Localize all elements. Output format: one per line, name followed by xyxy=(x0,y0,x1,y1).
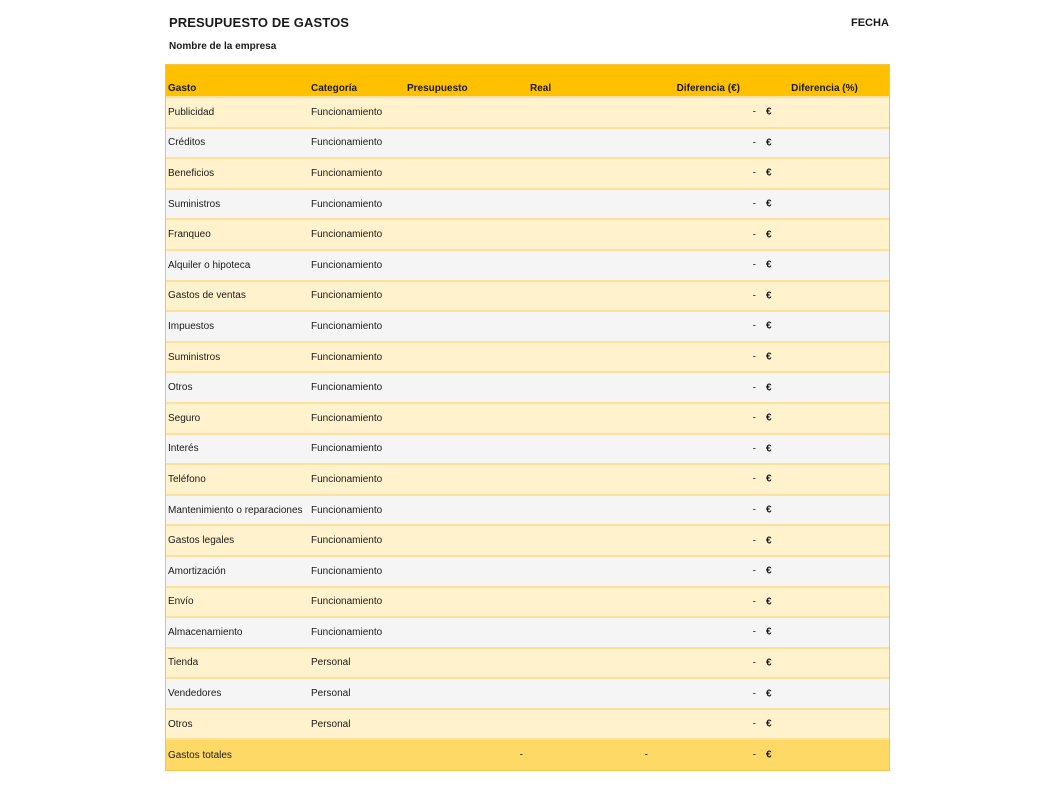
difference-dash: - xyxy=(752,137,756,149)
actual-cell[interactable] xyxy=(527,281,652,312)
category-cell[interactable]: Funcionamiento xyxy=(308,281,407,312)
difference-currency-symbol: € xyxy=(766,137,772,149)
actual-cell[interactable] xyxy=(527,709,652,740)
difference-currency-symbol: € xyxy=(766,718,772,730)
difference-currency-symbol: € xyxy=(766,290,772,302)
budget-cell[interactable] xyxy=(407,97,527,128)
difference-dash: - xyxy=(752,626,756,638)
total-row xyxy=(165,739,889,771)
table-row xyxy=(165,709,889,740)
actual-cell[interactable] xyxy=(527,556,652,587)
difference-pct-cell[interactable] xyxy=(760,403,889,434)
difference-eur-cell[interactable] xyxy=(652,434,760,465)
budget-cell[interactable] xyxy=(407,311,527,342)
difference-dash: - xyxy=(752,320,756,332)
difference-eur-cell[interactable] xyxy=(652,709,760,740)
difference-dash: - xyxy=(752,688,756,700)
expense-name-cell[interactable]: Seguro xyxy=(165,403,308,434)
difference-dash: - xyxy=(752,229,756,241)
difference-dash: - xyxy=(752,718,756,730)
difference-eur-cell[interactable] xyxy=(652,311,760,342)
expense-name-cell[interactable]: Tienda xyxy=(165,648,308,679)
difference-currency-symbol: € xyxy=(766,382,772,394)
expense-name-cell[interactable]: Gastos legales xyxy=(165,525,308,556)
total-budget-dash: - xyxy=(519,749,523,761)
total-difference-pct-cell[interactable] xyxy=(760,739,889,771)
difference-pct-cell[interactable] xyxy=(760,434,889,465)
expense-name-cell[interactable]: Envío xyxy=(165,587,308,618)
category-cell[interactable]: Personal xyxy=(308,648,407,679)
difference-pct-cell[interactable] xyxy=(760,709,889,740)
difference-currency-symbol: € xyxy=(766,596,772,608)
budget-cell[interactable] xyxy=(407,556,527,587)
difference-eur-cell[interactable] xyxy=(652,250,760,281)
difference-pct-cell[interactable] xyxy=(760,97,889,128)
expense-name-cell[interactable]: Otros xyxy=(165,709,308,740)
difference-currency-symbol: € xyxy=(766,443,772,455)
actual-cell[interactable] xyxy=(527,678,652,709)
difference-currency-symbol: € xyxy=(766,198,772,210)
actual-cell[interactable] xyxy=(527,128,652,159)
difference-eur-cell[interactable] xyxy=(652,97,760,128)
table-row xyxy=(165,556,889,587)
actual-cell[interactable] xyxy=(527,648,652,679)
budget-cell[interactable] xyxy=(407,128,527,159)
difference-dash: - xyxy=(752,473,756,485)
difference-currency-symbol: € xyxy=(766,626,772,638)
difference-pct-cell[interactable] xyxy=(760,556,889,587)
actual-cell[interactable] xyxy=(527,189,652,220)
difference-pct-cell[interactable] xyxy=(760,495,889,526)
budget-cell[interactable] xyxy=(407,709,527,740)
table-row xyxy=(165,372,889,403)
difference-currency-symbol: € xyxy=(766,473,772,485)
category-cell[interactable]: Funcionamiento xyxy=(308,403,407,434)
difference-eur-cell[interactable] xyxy=(652,281,760,312)
category-cell[interactable]: Funcionamiento xyxy=(308,311,407,342)
difference-dash: - xyxy=(752,167,756,179)
actual-cell[interactable] xyxy=(527,464,652,495)
difference-pct-cell[interactable] xyxy=(760,342,889,373)
budget-cell[interactable] xyxy=(407,158,527,189)
category-cell[interactable]: Funcionamiento xyxy=(308,97,407,128)
expense-name-cell[interactable]: Amortización xyxy=(165,556,308,587)
difference-dash: - xyxy=(752,412,756,424)
actual-cell[interactable] xyxy=(527,434,652,465)
difference-eur-cell[interactable] xyxy=(652,525,760,556)
difference-eur-cell[interactable] xyxy=(652,678,760,709)
difference-currency-symbol: € xyxy=(766,504,772,516)
difference-currency-symbol: € xyxy=(766,351,772,363)
actual-cell[interactable] xyxy=(527,342,652,373)
difference-eur-cell[interactable] xyxy=(652,464,760,495)
category-cell[interactable]: Funcionamiento xyxy=(308,372,407,403)
difference-dash: - xyxy=(752,657,756,669)
difference-pct-cell[interactable] xyxy=(760,464,889,495)
budget-cell[interactable] xyxy=(407,525,527,556)
budget-cell[interactable] xyxy=(407,434,527,465)
difference-dash: - xyxy=(752,290,756,302)
category-cell[interactable]: Personal xyxy=(308,709,407,740)
table-row xyxy=(165,495,889,526)
budget-cell[interactable] xyxy=(407,219,527,250)
difference-pct-cell[interactable] xyxy=(760,250,889,281)
difference-pct-cell[interactable] xyxy=(760,678,889,709)
table-row xyxy=(165,342,889,373)
category-cell[interactable]: Funcionamiento xyxy=(308,189,407,220)
table-row xyxy=(165,525,889,556)
expense-name-cell[interactable]: Gastos de ventas xyxy=(165,281,308,312)
category-cell[interactable]: Funcionamiento xyxy=(308,158,407,189)
category-cell[interactable]: Funcionamiento xyxy=(308,434,407,465)
table-row xyxy=(165,648,889,679)
category-cell[interactable]: Funcionamiento xyxy=(308,495,407,526)
actual-cell[interactable] xyxy=(527,158,652,189)
budget-cell[interactable] xyxy=(407,617,527,648)
date-label: FECHA xyxy=(851,17,889,29)
table-header-row xyxy=(165,64,889,97)
category-cell[interactable]: Funcionamiento xyxy=(308,250,407,281)
expense-name-cell[interactable]: Suministros xyxy=(165,342,308,373)
expense-name-cell[interactable]: Mantenimiento o reparaciones xyxy=(165,495,308,526)
difference-currency-symbol: € xyxy=(766,167,772,179)
column-header-budget[interactable]: Presupuesto xyxy=(407,64,527,97)
column-header-expense[interactable]: Gasto xyxy=(165,64,308,97)
table-row xyxy=(165,158,889,189)
difference-pct-cell[interactable] xyxy=(760,281,889,312)
difference-pct-cell[interactable] xyxy=(760,587,889,618)
actual-cell[interactable] xyxy=(527,495,652,526)
table-row xyxy=(165,587,889,618)
difference-dash: - xyxy=(752,351,756,363)
expense-budget-table xyxy=(165,64,889,771)
category-cell[interactable]: Funcionamiento xyxy=(308,219,407,250)
column-header-actual[interactable]: Real xyxy=(527,64,652,97)
total-difference-dash: - xyxy=(752,749,756,761)
difference-dash: - xyxy=(752,198,756,210)
difference-dash: - xyxy=(752,596,756,608)
difference-dash: - xyxy=(752,382,756,394)
difference-currency-symbol: € xyxy=(766,106,772,118)
difference-eur-cell[interactable] xyxy=(652,372,760,403)
budget-cell[interactable] xyxy=(407,403,527,434)
difference-eur-cell[interactable] xyxy=(652,158,760,189)
budget-cell[interactable] xyxy=(407,587,527,618)
table-row xyxy=(165,434,889,465)
total-budget-dash-cell[interactable] xyxy=(407,739,527,771)
difference-eur-cell[interactable] xyxy=(652,128,760,159)
difference-pct-cell[interactable] xyxy=(760,311,889,342)
actual-cell[interactable] xyxy=(527,372,652,403)
category-cell[interactable]: Funcionamiento xyxy=(308,464,407,495)
expense-name-cell[interactable]: Otros xyxy=(165,372,308,403)
table-row xyxy=(165,403,889,434)
difference-currency-symbol: € xyxy=(766,412,772,424)
category-cell[interactable]: Funcionamiento xyxy=(308,556,407,587)
difference-eur-cell[interactable] xyxy=(652,189,760,220)
difference-pct-cell[interactable] xyxy=(760,158,889,189)
actual-cell[interactable] xyxy=(527,219,652,250)
category-cell[interactable]: Funcionamiento xyxy=(308,617,407,648)
total-difference-currency: € xyxy=(766,749,772,761)
difference-eur-cell[interactable] xyxy=(652,342,760,373)
difference-eur-cell[interactable] xyxy=(652,403,760,434)
difference-currency-symbol: € xyxy=(766,535,772,547)
difference-dash: - xyxy=(752,535,756,547)
actual-cell[interactable] xyxy=(527,587,652,618)
total-difference-eur-cell[interactable] xyxy=(652,739,760,771)
expense-name-cell[interactable]: Beneficios xyxy=(165,158,308,189)
difference-pct-cell[interactable] xyxy=(760,648,889,679)
expense-name-cell[interactable]: Teléfono xyxy=(165,464,308,495)
difference-dash: - xyxy=(752,565,756,577)
column-header-difference-pct[interactable]: Diferencia (%) xyxy=(760,64,889,97)
difference-eur-cell[interactable] xyxy=(652,219,760,250)
company-name-label[interactable]: Nombre de la empresa xyxy=(169,41,277,52)
table-row xyxy=(165,250,889,281)
table-body xyxy=(165,97,889,739)
table-row xyxy=(165,678,889,709)
expense-name-cell[interactable]: Alquiler o hipoteca xyxy=(165,250,308,281)
category-cell[interactable]: Funcionamiento xyxy=(308,587,407,618)
total-actual-dash: - xyxy=(644,749,648,761)
expense-name-cell[interactable]: Suministros xyxy=(165,189,308,220)
budget-cell[interactable] xyxy=(407,464,527,495)
budget-cell[interactable] xyxy=(407,678,527,709)
difference-pct-cell[interactable] xyxy=(760,128,889,159)
budget-cell[interactable] xyxy=(407,250,527,281)
difference-pct-cell[interactable] xyxy=(760,617,889,648)
difference-eur-cell[interactable] xyxy=(652,617,760,648)
table-row xyxy=(165,97,889,128)
total-label[interactable]: Gastos totales xyxy=(165,739,308,771)
difference-dash: - xyxy=(752,443,756,455)
difference-dash: - xyxy=(752,106,756,118)
expense-name-cell[interactable]: Créditos xyxy=(165,128,308,159)
table-row xyxy=(165,311,889,342)
difference-pct-cell[interactable] xyxy=(760,189,889,220)
difference-currency-symbol: € xyxy=(766,320,772,332)
budget-cell[interactable] xyxy=(407,372,527,403)
column-header-difference-eur[interactable]: Diferencia (€) xyxy=(652,64,760,97)
total-actual-cell[interactable] xyxy=(527,739,652,771)
difference-pct-cell[interactable] xyxy=(760,372,889,403)
expense-name-cell[interactable]: Almacenamiento xyxy=(165,617,308,648)
actual-cell[interactable] xyxy=(527,525,652,556)
difference-pct-cell[interactable] xyxy=(760,525,889,556)
difference-currency-symbol: € xyxy=(766,688,772,700)
difference-eur-cell[interactable] xyxy=(652,587,760,618)
expense-name-cell[interactable]: Publicidad xyxy=(165,97,308,128)
difference-eur-cell[interactable] xyxy=(652,556,760,587)
expense-name-cell[interactable]: Impuestos xyxy=(165,311,308,342)
difference-currency-symbol: € xyxy=(766,229,772,241)
actual-cell[interactable] xyxy=(527,617,652,648)
budget-cell[interactable] xyxy=(407,648,527,679)
category-cell[interactable]: Personal xyxy=(308,678,407,709)
table-row xyxy=(165,617,889,648)
difference-dash: - xyxy=(752,259,756,271)
difference-currency-symbol: € xyxy=(766,565,772,577)
expense-name-cell[interactable]: Interés xyxy=(165,434,308,465)
difference-pct-cell[interactable] xyxy=(760,219,889,250)
actual-cell[interactable] xyxy=(527,311,652,342)
actual-cell[interactable] xyxy=(527,97,652,128)
table-row xyxy=(165,281,889,312)
expense-name-cell[interactable]: Franqueo xyxy=(165,219,308,250)
budget-cell[interactable] xyxy=(407,189,527,220)
budget-cell[interactable] xyxy=(407,281,527,312)
expense-name-cell[interactable]: Vendedores xyxy=(165,678,308,709)
table-row xyxy=(165,189,889,220)
actual-cell[interactable] xyxy=(527,250,652,281)
difference-currency-symbol: € xyxy=(766,657,772,669)
table-row xyxy=(165,219,889,250)
difference-eur-cell[interactable] xyxy=(652,495,760,526)
column-header-category[interactable]: Categoría xyxy=(308,64,407,97)
document-title: PRESUPUESTO DE GASTOS xyxy=(169,15,350,30)
difference-currency-symbol: € xyxy=(766,259,772,271)
budget-cell[interactable] xyxy=(407,342,527,373)
difference-dash: - xyxy=(752,504,756,516)
table-row xyxy=(165,128,889,159)
category-cell[interactable]: Funcionamiento xyxy=(308,128,407,159)
total-category-cell[interactable] xyxy=(308,739,407,771)
category-cell[interactable]: Funcionamiento xyxy=(308,525,407,556)
actual-cell[interactable] xyxy=(527,403,652,434)
category-cell[interactable]: Funcionamiento xyxy=(308,342,407,373)
table-row xyxy=(165,464,889,495)
difference-eur-cell[interactable] xyxy=(652,648,760,679)
budget-cell[interactable] xyxy=(407,495,527,526)
